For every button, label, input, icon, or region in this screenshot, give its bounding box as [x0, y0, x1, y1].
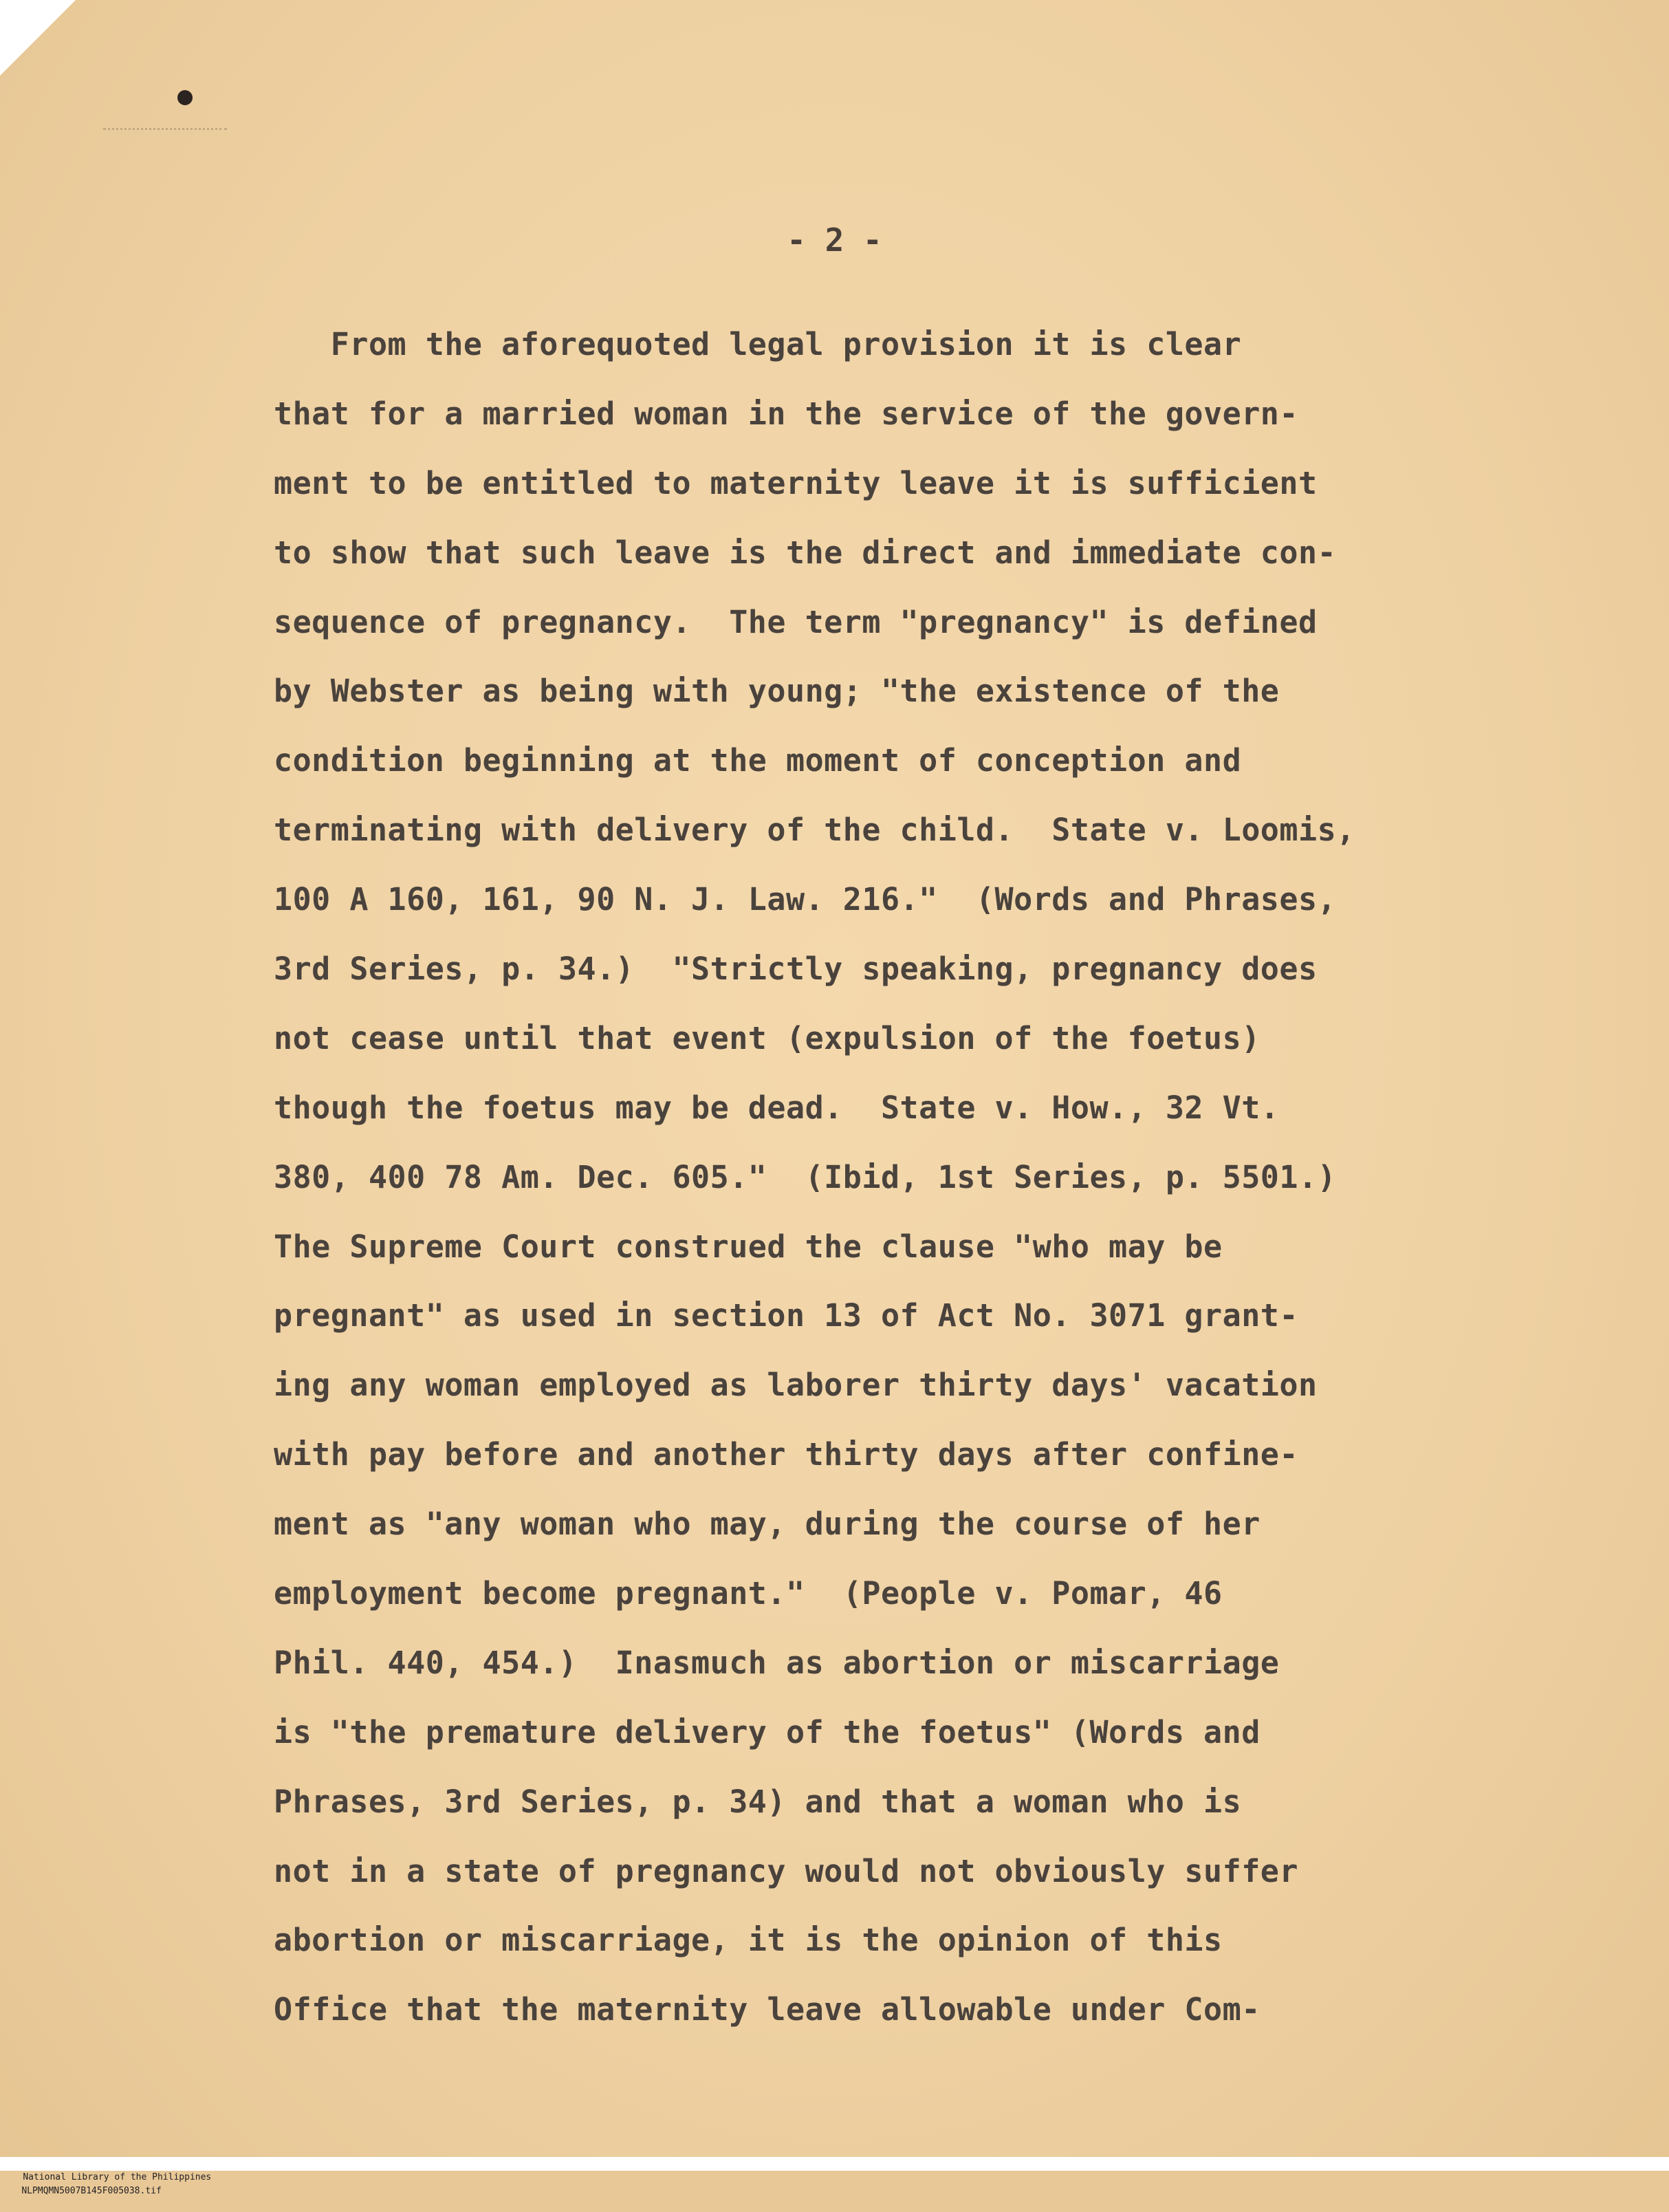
torn-corner: [0, 0, 76, 76]
text-line: though the foetus may be dead. State v. How., 32 Vt.: [274, 1089, 1280, 1126]
text-line: to show that such leave is the direct and immediate con-: [274, 534, 1337, 571]
text-line: 3rd Series, p. 34.) "Strictly speaking, pregnancy does: [274, 951, 1318, 988]
text-line: ment as "any woman who may, during the course of her: [274, 1506, 1261, 1543]
text-line: by Webster as being with young; "the existence of the: [274, 673, 1280, 710]
text-line: pregnant" as used in section 13 of Act No. 3071 grant-: [274, 1297, 1298, 1334]
text-line: is "the premature delivery of the foetus" (Words and: [274, 1713, 1261, 1750]
text-line: employment become pregnant." (People v. Pomar, 46: [274, 1575, 1223, 1612]
page-number: - 2 -: [787, 221, 882, 259]
text-line: ing any woman employed as laborer thirty days' vacation: [274, 1367, 1318, 1404]
text-line: Office that the maternity leave allowable under Com-: [274, 1991, 1261, 2028]
footer-filename: NLPMQMN5007B145F005038.tif: [21, 2186, 162, 2196]
text-line: condition beginning at the moment of conception and: [274, 742, 1242, 779]
text-line: The Supreme Court construed the clause "who may be: [274, 1228, 1223, 1265]
text-line: with pay before and another thirty days after confine-: [274, 1436, 1298, 1473]
body-text: [274, 323, 1463, 2058]
scan-footer: [0, 2157, 1669, 2196]
text-line: 100 A 160, 161, 90 N. J. Law. 216." (Words and Phrases,: [274, 881, 1337, 918]
text-line: Phil. 440, 454.) Inasmuch as abortion or miscarriage: [274, 1644, 1280, 1681]
text-line: not in a state of pregnancy would not obviously suffer: [274, 1852, 1298, 1889]
ink-spot: [177, 90, 193, 105]
text-line: Phrases, 3rd Series, p. 34) and that a woman who is: [274, 1783, 1242, 1820]
footer-library: National Library of the Philippines: [23, 2172, 212, 2182]
text-line: that for a married woman in the service of the govern-: [274, 395, 1298, 432]
text-line: ment to be entitled to maternity leave it is sufficient: [274, 464, 1318, 501]
text-line: abortion or miscarriage, it is the opinion of this: [274, 1922, 1223, 1959]
text-line: From the aforequoted legal provision it is clear: [274, 326, 1242, 362]
text-line: sequence of pregnancy. The term "pregnancy" is defined: [274, 603, 1318, 640]
text-line: not cease until that event (expulsion of the foetus): [274, 1019, 1261, 1056]
text-line: terminating with delivery of the child. State v. Loomis,: [274, 812, 1355, 849]
text-line: 380, 400 78 Am. Dec. 605." (Ibid, 1st Series, p. 5501.): [274, 1158, 1337, 1195]
paper-specks: [103, 128, 227, 134]
